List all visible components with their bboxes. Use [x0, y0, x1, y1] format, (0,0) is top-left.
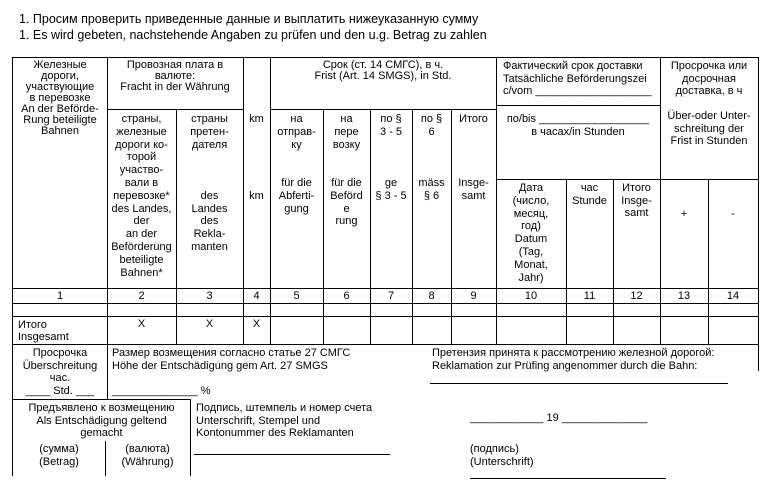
col-freight-participating: страны, железные дороги ко- торой участво- вали в перевозке* des Landes, der an der Beförderung beteiligte Bahnen* [111, 113, 172, 279]
intro-line-ru: 1. Просим проверить приведенные данные и выплатить нижеуказанную сумму [19, 12, 479, 26]
col-number: 8 [428, 290, 435, 302]
col-term-header: Срок (ст. 14 СМГС), в ч. Frist (Art. 14 SMGS), in Std. [314, 59, 452, 82]
col-number: 14 [726, 290, 740, 302]
col-term-p6: по § 6 mäss § 6 [418, 113, 445, 202]
delay-hours-label: Просрочка Überschreitung час. ____ Std. ___ [22, 347, 98, 397]
total-x-mark: X [252, 318, 261, 330]
col-number: 5 [293, 290, 300, 302]
col-number: 2 [138, 290, 145, 302]
signature-stamp-line [194, 454, 390, 455]
claim-accepted-label: Претензия принята к рассмотрению железной дорогой: Reklamation zur Prüfing angenommer durch die Bahn: [432, 347, 715, 372]
col-term-carriage: на пере возку für die Beförd e rung [330, 113, 363, 228]
col-actual-total: Итого Insge- samt [621, 182, 652, 219]
col-number: 1 [56, 290, 64, 302]
col-delay-header: Просрочка или досрочная доставка, в ч Über-oder Unter- schreitung der Frist in Stunden [667, 60, 751, 147]
signature-stamp-label: Подпись, штемпель и номер счета Unterschrift, Stempel und Kontonummer des Reklamanten [196, 402, 373, 439]
col-actual-date: Дата (число, месяц, год) Datum (Tag, Monat, Jahr) [512, 182, 550, 284]
col-delay-plus: + [680, 208, 688, 220]
currency-label: (валюта) (Währung) [121, 443, 174, 468]
col-km: km km [249, 113, 264, 202]
signature-label: (подпись) (Unterschrift) [470, 443, 534, 468]
col-freight-claimant: страны претен- дателя des Landes des Rekla- manten [190, 113, 229, 253]
col-term-total: Итого Insge- samt [458, 113, 489, 202]
col-delay-minus: - [731, 208, 735, 220]
col-term-dispatch: на отправ- ку für die Abferti- gung [277, 113, 316, 215]
sum-label: (сумма) (Betrag) [39, 443, 79, 468]
signature-line [470, 478, 666, 479]
col-actual-sub: по/bis __________________ в часах/in Stunden [506, 113, 650, 138]
col-number: 4 [253, 290, 260, 302]
presented-label: Предъявлено к возмещению Als Entschädigung geltend gemacht [28, 402, 175, 439]
intro-line-de: 1. Es wird gebeten, nachstehende Angaben zu prüfen und den u.g. Betrag zu zahlen [19, 28, 487, 42]
date-line: ____________ 19 ______________ [470, 412, 648, 424]
total-x-mark: X [205, 318, 214, 330]
col-number: 10 [524, 290, 538, 302]
col-freight-header: Провозная плата в валюте: Fracht in der Währung [120, 59, 230, 93]
claim-accepted-line [430, 383, 728, 384]
total-x-mark: X [137, 318, 146, 330]
total-row-label: Итого Insgesamt [18, 319, 69, 343]
col-actual-header: Фактический срок доставки Tatsächliche Beförderungszei c/vom ___________________ [503, 60, 652, 97]
col-number: 7 [387, 290, 395, 302]
col-number: 12 [630, 290, 643, 302]
col-term-p35: по § 3 - 5 ge § 3 - 5 [375, 113, 407, 202]
col-number: 9 [470, 290, 477, 302]
col-number: 11 [583, 290, 596, 302]
col-number: 6 [343, 290, 350, 302]
compensation-label: Размер возмещения согласно статье 27 СМГС Höhe der Entschädigung gem Art. 27 SMGS [112, 347, 351, 372]
col-number: 13 [677, 290, 691, 302]
col-railways-header: Железные дороги, участвующие в перевозке An der Beförde- Rung beteiligte Bahnen [21, 59, 99, 137]
compensation-percent: ______________ % [112, 385, 211, 397]
col-actual-hour: час Stunde [572, 182, 607, 207]
col-number: 3 [206, 290, 213, 302]
